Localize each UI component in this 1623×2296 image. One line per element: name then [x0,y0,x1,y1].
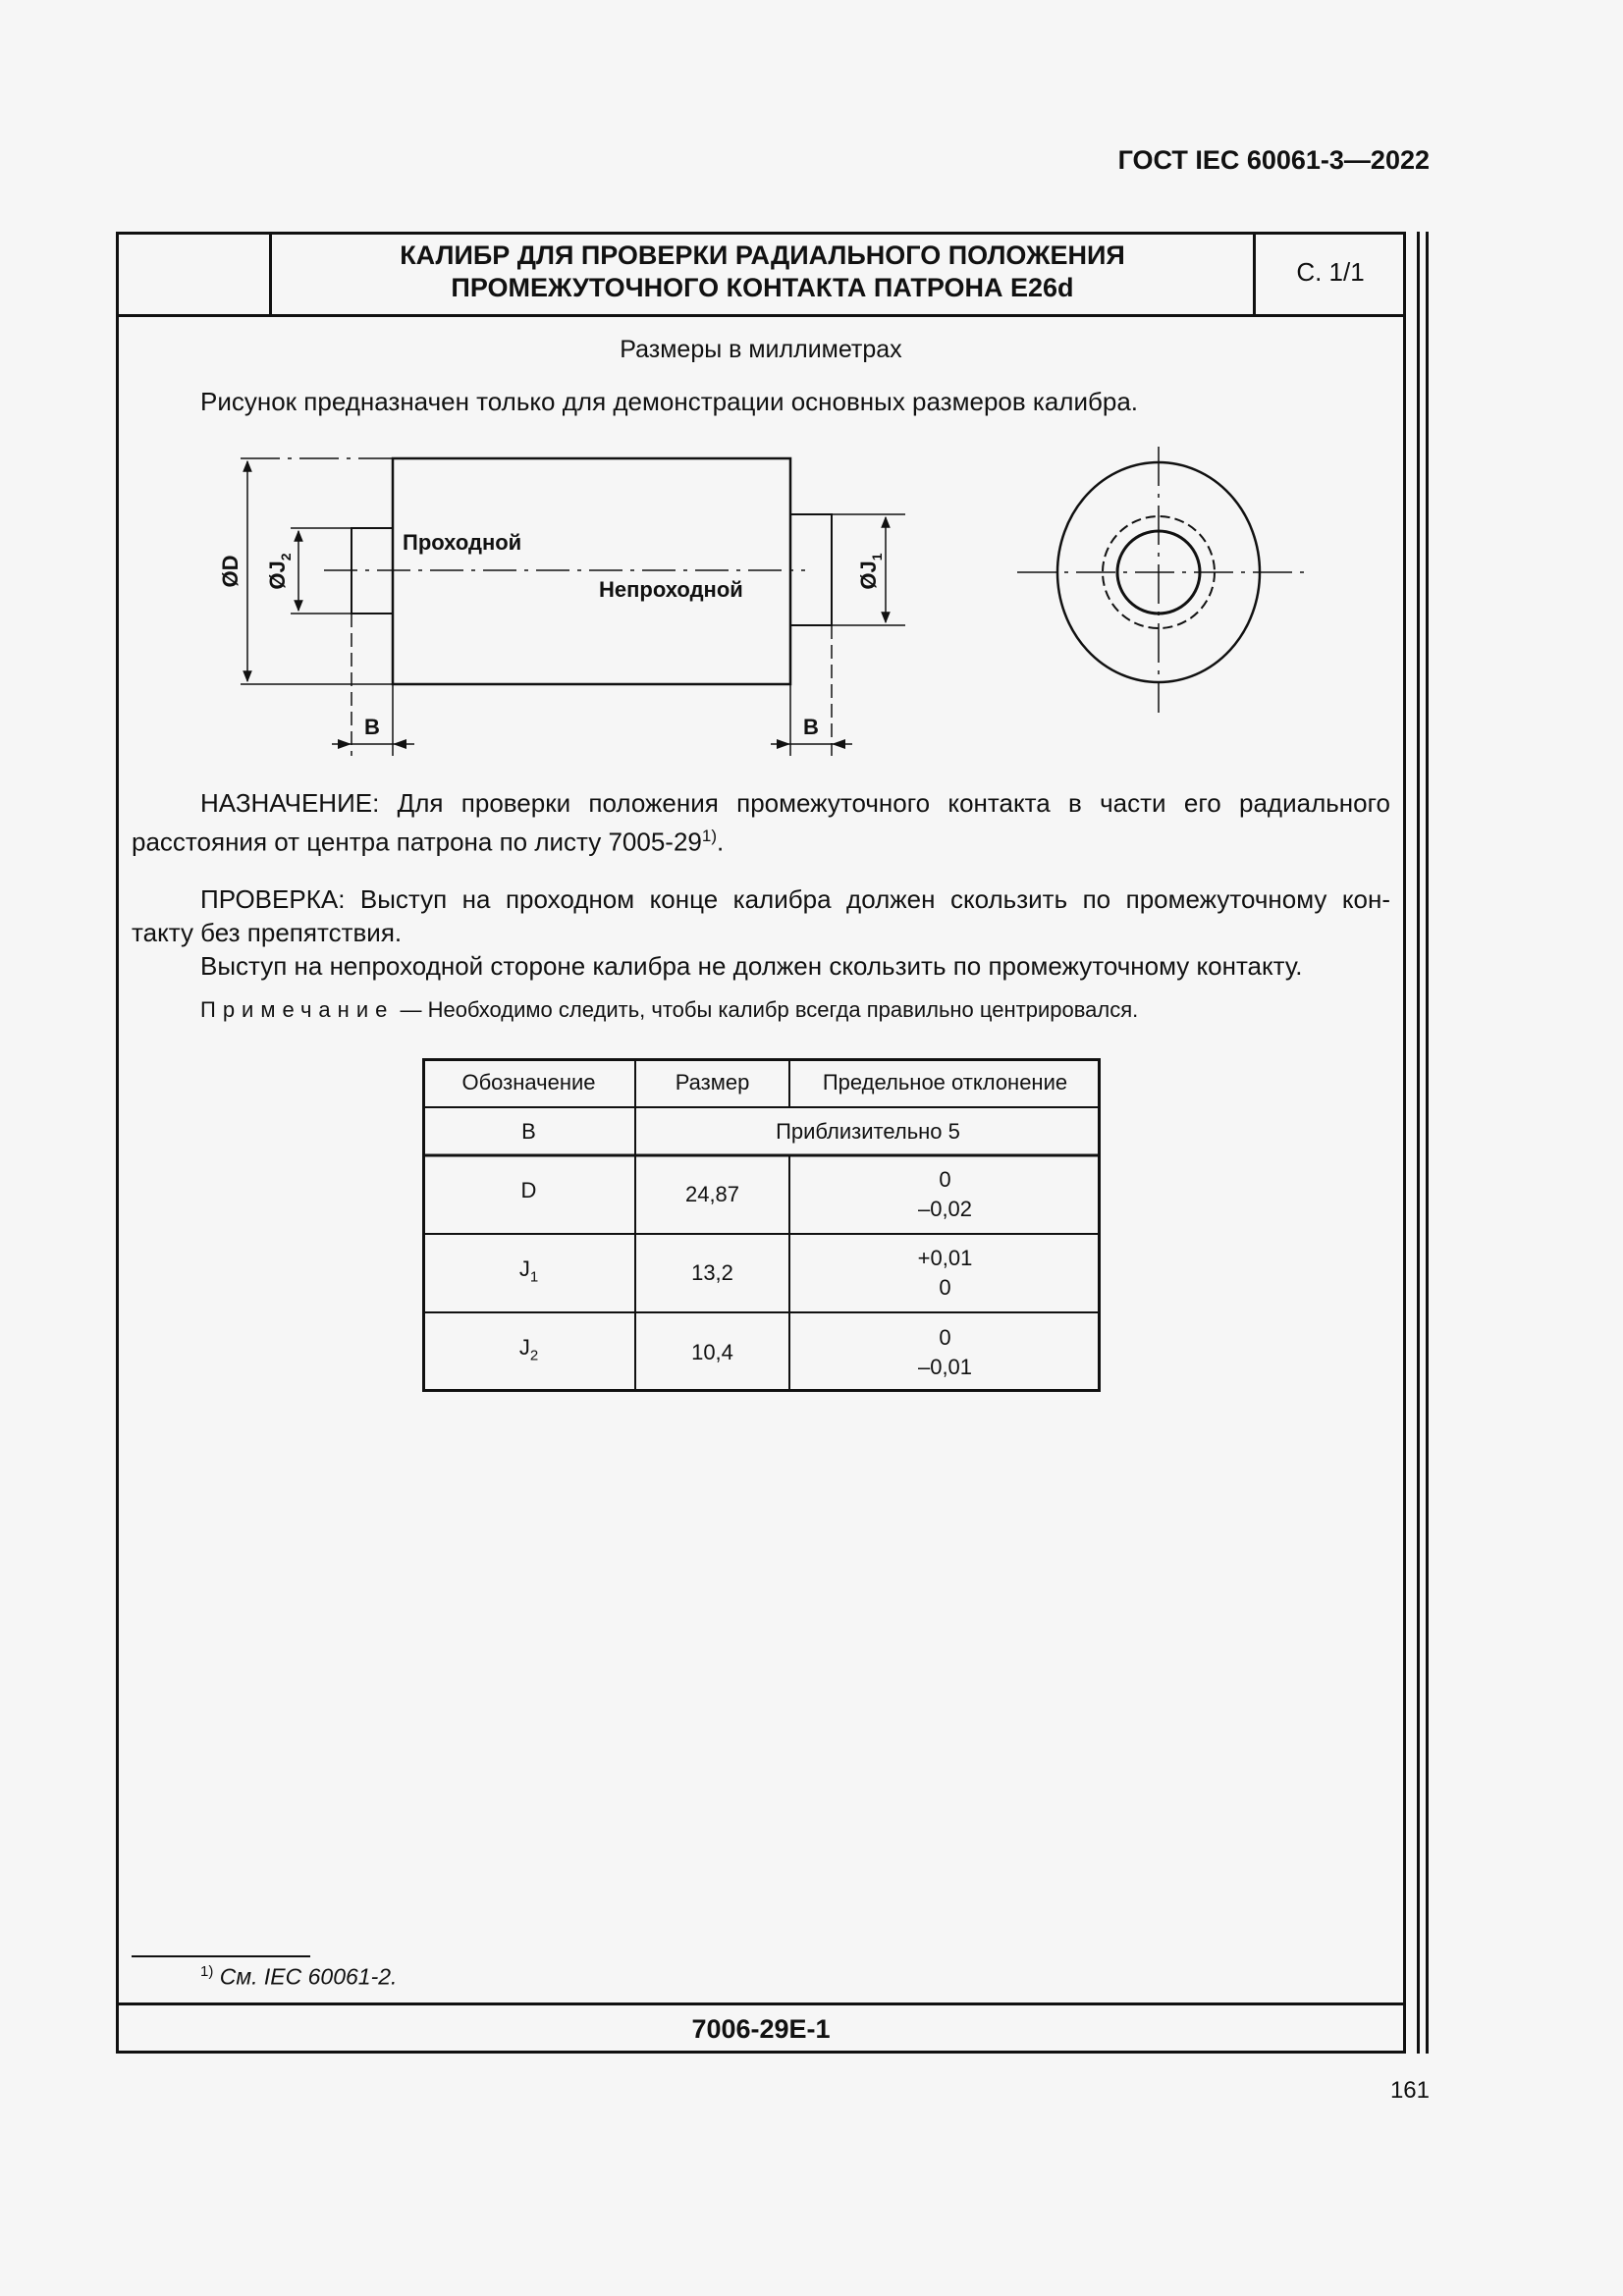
label-j1: $ØJ_1$ [856,553,885,590]
label-go: Проходной [403,530,522,555]
note [200,997,1138,1023]
sheet-title-line1: КАЛИБР ДЛЯ ПРОВЕРКИ РАДИАЛЬНОГО ПОЛОЖЕНИЯ [400,240,1125,270]
footnote: $^{1)}$ См. IEC 60061-2. [200,1963,398,1990]
footnote-ref: 1) [701,827,718,845]
check-line1: ПРОВЕРКА: Выступ на проходном конце калибра должен скользить по промежуточному кон- [200,884,1390,914]
purpose-line1: НАЗНАЧЕНИЕ: Для проверки положения промежуточного контакта в части его радиального [200,788,1390,818]
purpose-line2: расстояния от центра патрона по листу 7005-29$^{1)}$. [132,827,725,857]
check-line3: Выступ на непроходной стороне калибра не должен скользить по промежуточному контакту. [200,951,1303,981]
row-j2-symbol: $J_2$ [518,1335,539,1364]
th-tolerance: Предельное отклонение [822,1070,1068,1095]
sheet-code: 7006-29E-1 [691,2014,831,2044]
label-b-left: B [364,715,380,739]
check-paragraph [132,882,1390,983]
row-d-tolerance: 0 –0,02 [917,1167,973,1221]
note-text: — Необходимо следить, чтобы калибр всегда правильно центрировался. [394,997,1139,1022]
gauge-body [393,458,790,684]
row-j2-tolerance: 0 –0,01 [917,1324,973,1379]
row-j1-tolerance: +0,01 0 [917,1246,973,1300]
label-b-right: B [803,715,819,739]
figure-intro: Рисунок предназначен только для демонстрации основных размеров калибра. [200,387,1139,416]
th-size: Размер [675,1070,750,1095]
nogo-protrusion [790,514,832,625]
check-line2: такту без препятствия. [132,918,403,947]
title-block-bottom-rule [116,314,1406,317]
label-nogo: Непроходной [599,577,743,602]
sheet-page-ref: С. 1/1 [1296,257,1365,287]
sheet-title-line2: ПРОМЕЖУТОЧНОГО КОНТАКТА ПАТРОНА E26d [451,273,1074,302]
purpose-paragraph [132,786,1390,859]
standard-designation: ГОСТ IEC 60061-3—2022 [1117,145,1430,175]
gauge-drawing [0,432,1375,766]
frame-double-line-1 [1417,232,1420,2054]
dimensions-table [422,1058,1101,1392]
row-d-symbol: D [520,1177,537,1202]
row-j2-size: 10,4 [691,1339,733,1364]
page-number: 161 [1389,2077,1430,2104]
th-symbol: Обозначение [461,1070,596,1095]
row-b-symbol: B [521,1118,536,1144]
dimensions-note: Размеры в миллиметрах [620,336,902,363]
frame-double-line-2 [1426,232,1429,2054]
row-j1-size: 13,2 [691,1260,733,1285]
row-b-merged: Приблизительно 5 [776,1118,960,1144]
footnote-separator [132,1955,310,1957]
row-d-size: 24,87 [684,1182,740,1206]
label-d: ØD [218,555,243,588]
row-j1-symbol: $J_1$ [518,1255,539,1286]
note-label: Примечание [200,997,395,1022]
label-j2: $ØJ_2$ [265,553,294,590]
code-block-rule [116,2002,1406,2005]
sheet-title [272,240,1253,304]
